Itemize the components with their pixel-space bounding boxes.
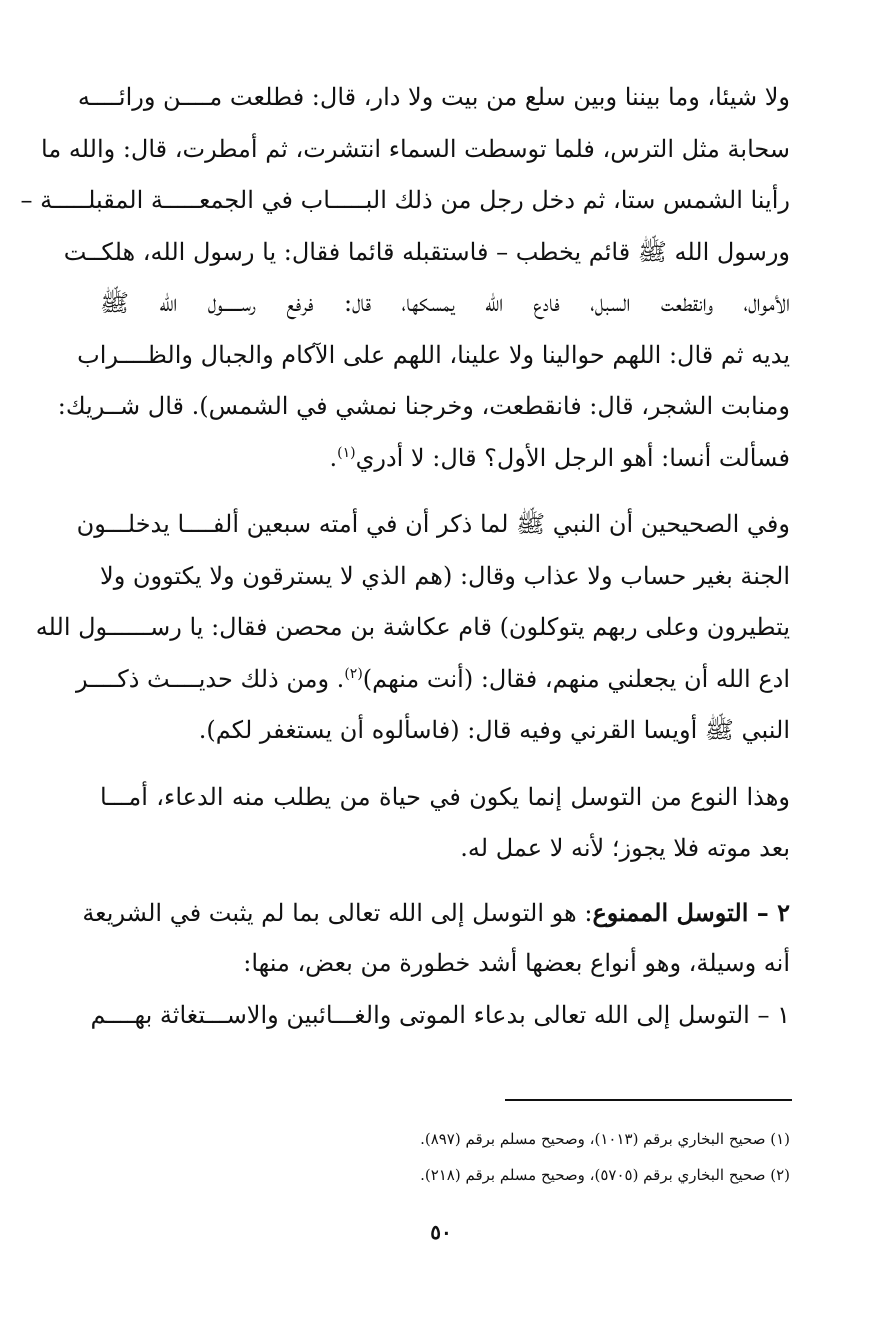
text-segment: : هو التوسل إلى الله تعالى بما لم يثبت في الشريعة [82, 898, 593, 927]
text-line: أنه وسيلة، وهو أنواع بعضها أشد خطورة من بعض، منها: [243, 949, 790, 977]
text-line: يديه ثم قال: اللهم حوالينا ولا علينا، اللهم على الآكام والجبال والظــــراب [77, 340, 790, 369]
text-line [75, 654, 790, 706]
paragraph-gap [100, 484, 790, 499]
footnote-1: (١) صحيح البخاري برقم (١٠١٣)، وصحيح مسلم برقم (٨٩٧). [420, 1130, 790, 1148]
text-line: ولا شيئا، وما بيننا وبين سلع من بيت ولا دار، قال: فطلعت مــــن ورائــــه [77, 83, 790, 111]
footnote-marker: (١) [337, 444, 356, 461]
footnote-marker: (٢) [344, 665, 363, 682]
text-line: الأموال، وانقطعت السبل، فادع الله يمسكها، قال: فرفع رســــــول الله ﷺ [100, 289, 790, 317]
text-line [100, 433, 790, 485]
paragraph-2 [35, 499, 790, 757]
section-heading: التوسل الممنوع [592, 897, 749, 927]
text-line: سحابة مثل الترس، فلما توسطت السماء انتشرت، ثم أمطرت، قال: والله ما [41, 134, 790, 163]
section-heading-line [82, 887, 790, 939]
text-line: ومنابت الشجر، قال: فانقطعت، وخرجنا نمشي في الشمس). قال شــريك: [57, 392, 790, 420]
paragraph-3 [100, 772, 790, 875]
paragraph-1 [20, 72, 790, 484]
text-segment: . ومن ذلك حديــــث ذكــــر [75, 664, 345, 693]
text-line: وفي الصحيحين أن النبي ﷺ لما ذكر أن في أمته سبعين ألفــــا يدخلـــون [76, 510, 790, 538]
text-line: وهذا النوع من التوسل إنما يكون في حياة من يطلب منه الدعاء، أمـــا [100, 782, 790, 811]
text-line: ورسول الله ﷺ قائم يخطب – فاستقبله قائما فقال: يا رسول الله، هلكــت [63, 237, 790, 266]
text-line: بعد موته فلا يجوز؛ لأنه لا عمل له. [460, 834, 790, 862]
page-number: ٥٠ [430, 1220, 452, 1244]
text-segment: . [329, 443, 338, 472]
main-text [20, 72, 790, 1041]
text-segment: فسألت أنسا: أهو الرجل الأول؟ قال: لا أدري [355, 443, 790, 472]
footnote-divider [505, 1099, 792, 1101]
paragraph-gap [100, 875, 790, 887]
section-2 [82, 887, 790, 1042]
text-line: رأينا الشمس ستا، ثم دخل رجل من ذلك البـــــاب في الجمعـــــة المقبلـــــة – [20, 186, 790, 214]
text-line: الجنة بغير حساب ولا عذاب وقال: (هم الذي لا يسترقون ولا يكتوون ولا [100, 561, 790, 590]
section-number: ٢ – [748, 897, 790, 927]
footnote-2: (٢) صحيح البخاري برقم (٥٧٠٥)، وصحيح مسلم برقم (٢١٨). [420, 1166, 790, 1184]
text-segment: ادع الله أن يجعلني منهم، فقال: (أنت منهم) [362, 664, 790, 693]
text-line: يتطيرون وعلى ربهم يتوكلون) قام عكاشة بن محصن فقال: يا رســــــول الله [35, 613, 790, 641]
paragraph-gap [100, 757, 790, 772]
text-line: ١ – التوسل إلى الله تعالى بدعاء الموتى والغـــائبين والاســـتغاثة بهــــم [90, 1000, 790, 1029]
text-line: النبي ﷺ أويسا القرني وفيه قال: (فاسألوه أن يستغفر لكم). [198, 716, 790, 744]
